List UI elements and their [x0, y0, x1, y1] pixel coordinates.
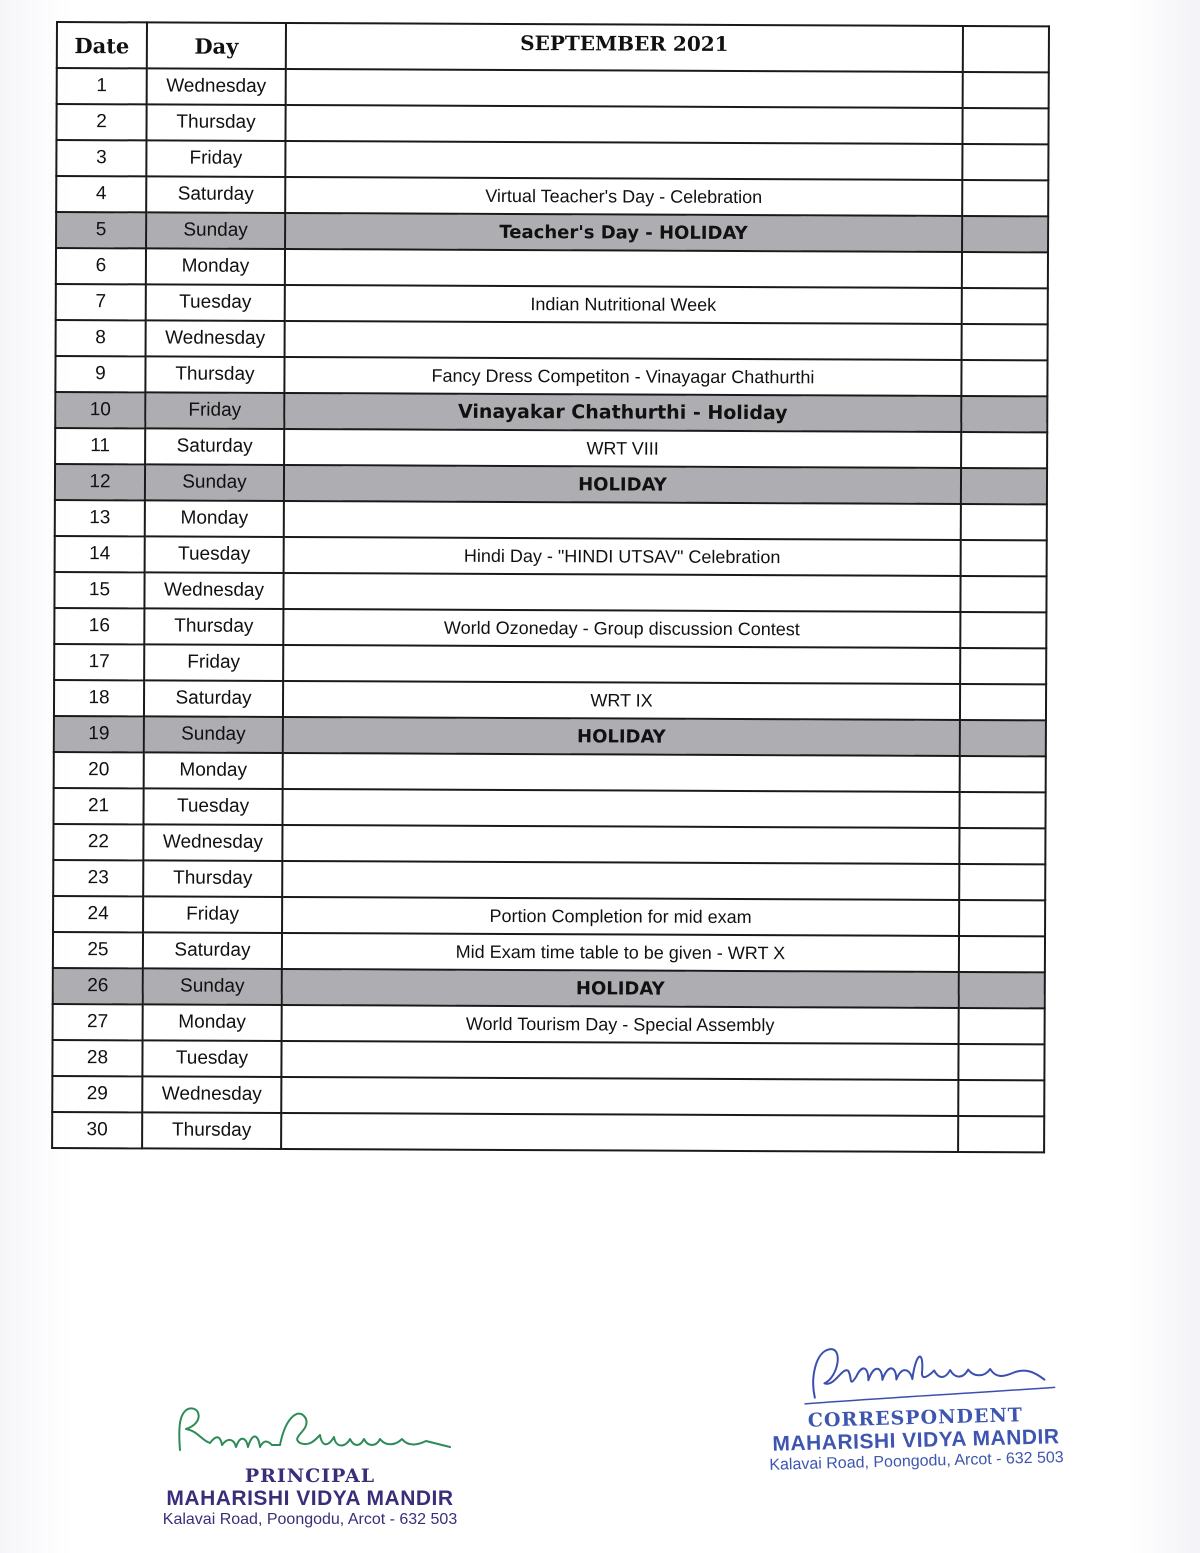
date-cell: 30	[52, 1112, 142, 1148]
header-month: SEPTEMBER 2021	[286, 23, 963, 72]
event-cell	[281, 1113, 958, 1152]
table-row	[56, 140, 1048, 180]
day-cell: Thursday	[146, 104, 285, 141]
table-row	[52, 1112, 1044, 1152]
day-cell: Sunday	[143, 968, 282, 1005]
day-cell: Wednesday	[143, 824, 282, 861]
correspondent-address: Kalavai Road, Poongodu, Arcot - 632 503	[769, 1449, 1064, 1474]
date-cell: 15	[54, 572, 144, 608]
table-row	[54, 680, 1046, 720]
day-cell: Sunday	[145, 464, 284, 501]
extra-cell	[959, 864, 1045, 900]
event-cell: WRT IX	[283, 681, 960, 720]
extra-cell	[960, 576, 1046, 612]
principal-address: Kalavai Road, Poongodu, Arcot - 632 503	[162, 1511, 458, 1528]
extra-cell	[963, 72, 1049, 108]
date-cell: 12	[55, 464, 145, 500]
extra-cell	[962, 144, 1048, 180]
date-cell: 11	[55, 428, 145, 464]
event-cell	[283, 645, 960, 684]
day-cell: Wednesday	[144, 572, 283, 609]
table-row	[55, 500, 1047, 540]
event-cell	[283, 573, 960, 612]
day-cell: Thursday	[143, 860, 282, 897]
date-cell: 16	[54, 608, 144, 644]
date-cell: 24	[53, 896, 143, 932]
extra-cell	[961, 504, 1047, 540]
principal-title: PRINCIPAL	[244, 1465, 376, 1487]
day-cell: Monday	[144, 752, 283, 789]
day-cell: Tuesday	[146, 284, 285, 321]
extra-cell	[958, 1044, 1044, 1080]
day-cell: Saturday	[144, 680, 283, 717]
date-cell: 10	[55, 392, 145, 428]
event-cell	[285, 249, 962, 288]
day-cell: Sunday	[144, 716, 283, 753]
day-cell: Saturday	[145, 428, 284, 465]
date-cell: 14	[55, 536, 145, 572]
day-cell: Tuesday	[142, 1040, 281, 1077]
table-row	[55, 464, 1047, 504]
day-cell: Wednesday	[142, 1076, 281, 1113]
date-cell: 18	[54, 680, 144, 716]
table-row	[56, 212, 1048, 252]
table-row	[56, 320, 1048, 360]
extra-cell	[959, 1008, 1045, 1044]
event-cell: WRT VIII	[284, 429, 961, 468]
table-row	[56, 176, 1048, 216]
day-cell: Friday	[145, 392, 284, 429]
extra-cell	[960, 756, 1046, 792]
extra-cell	[959, 936, 1045, 972]
date-cell: 1	[57, 68, 147, 104]
event-cell	[281, 1041, 958, 1080]
day-cell: Tuesday	[145, 536, 284, 573]
date-cell: 8	[56, 320, 146, 356]
table-header-row	[57, 22, 1049, 72]
correspondent-school-name: MAHARISHI VIDYA MANDIR	[772, 1425, 1060, 1456]
event-cell: HOLIDAY	[282, 969, 959, 1008]
day-cell: Saturday	[143, 932, 282, 969]
extra-cell	[961, 540, 1047, 576]
event-cell	[285, 105, 962, 144]
table-row	[53, 1004, 1045, 1044]
extra-cell	[962, 324, 1048, 360]
table-row	[54, 752, 1046, 792]
extra-cell	[958, 1080, 1044, 1116]
event-cell	[282, 861, 959, 900]
day-cell: Thursday	[145, 356, 284, 393]
table-row	[56, 284, 1048, 324]
table-row	[55, 536, 1047, 576]
table-row	[55, 356, 1047, 396]
calendar-table	[51, 21, 1050, 1153]
event-cell: HOLIDAY	[284, 465, 961, 504]
correspondent-signature-icon	[763, 1331, 1065, 1411]
table-row	[55, 392, 1047, 432]
table-row	[54, 572, 1046, 612]
date-cell: 27	[53, 1004, 143, 1040]
event-cell	[286, 69, 963, 108]
event-cell	[284, 501, 961, 540]
table-row	[53, 896, 1045, 936]
date-cell: 7	[56, 284, 146, 320]
extra-cell	[961, 360, 1047, 396]
event-cell: HOLIDAY	[283, 717, 960, 756]
event-cell: Vinayakar Chathurthi - Holiday	[284, 393, 961, 432]
event-cell: Portion Completion for mid exam	[282, 897, 959, 936]
table-row	[56, 248, 1048, 288]
date-cell: 17	[54, 644, 144, 680]
event-cell: Indian Nutritional Week	[285, 285, 962, 324]
date-cell: 19	[54, 716, 144, 752]
date-cell: 29	[52, 1076, 142, 1112]
date-cell: 20	[54, 752, 144, 788]
date-cell: 2	[56, 104, 146, 140]
extra-cell	[959, 828, 1045, 864]
event-cell: Hindi Day - "HINDI UTSAV" Celebration	[284, 537, 961, 576]
day-cell: Thursday	[144, 608, 283, 645]
table-row	[57, 68, 1049, 108]
table-row	[53, 860, 1045, 900]
extra-cell	[959, 792, 1045, 828]
event-cell	[282, 825, 959, 864]
event-cell: Virtual Teacher's Day - Celebration	[285, 177, 962, 216]
day-cell: Monday	[146, 248, 285, 285]
extra-cell	[962, 108, 1048, 144]
extra-cell	[961, 468, 1047, 504]
event-cell	[281, 1077, 958, 1116]
date-cell: 9	[55, 356, 145, 392]
extra-cell	[962, 180, 1048, 216]
correspondent-title: CORRESPONDENT	[807, 1404, 1024, 1432]
extra-cell	[960, 648, 1046, 684]
extra-cell	[960, 684, 1046, 720]
extra-cell	[962, 216, 1048, 252]
extra-cell	[959, 972, 1045, 1008]
date-cell: 5	[56, 212, 146, 248]
day-cell: Wednesday	[146, 320, 285, 357]
date-cell: 28	[52, 1040, 142, 1076]
date-cell: 6	[56, 248, 146, 284]
extra-cell	[961, 396, 1047, 432]
table-row	[53, 932, 1045, 972]
day-cell: Friday	[146, 140, 285, 177]
extra-cell	[962, 288, 1048, 324]
event-cell	[285, 141, 962, 180]
table-row	[52, 1076, 1044, 1116]
date-cell: 3	[56, 140, 146, 176]
date-cell: 4	[56, 176, 146, 212]
header-day: Day	[147, 22, 286, 69]
event-cell: World Tourism Day - Special Assembly	[282, 1005, 959, 1044]
event-cell	[285, 321, 962, 360]
principal-school-name: MAHARISHI VIDYA MANDIR	[166, 1487, 454, 1510]
day-cell: Monday	[145, 500, 284, 537]
day-cell: Wednesday	[147, 68, 286, 105]
extra-cell	[960, 612, 1046, 648]
date-cell: 13	[55, 500, 145, 536]
date-cell: 26	[53, 968, 143, 1004]
day-cell: Thursday	[142, 1112, 281, 1149]
extra-cell	[958, 1116, 1044, 1152]
table-row	[54, 608, 1046, 648]
extra-cell	[962, 252, 1048, 288]
table-row	[53, 824, 1045, 864]
table-row	[56, 104, 1048, 144]
table-row	[52, 1040, 1044, 1080]
table-row	[53, 788, 1045, 828]
event-cell: World Ozoneday - Group discussion Contest	[283, 609, 960, 648]
event-cell: Fancy Dress Competiton - Vinayagar Chathurthi	[284, 357, 961, 396]
day-cell: Monday	[143, 1004, 282, 1041]
header-extra	[963, 26, 1049, 72]
date-cell: 21	[53, 788, 143, 824]
extra-cell	[960, 720, 1046, 756]
principal-signature-block	[150, 1395, 470, 1529]
event-cell	[283, 753, 960, 792]
date-cell: 22	[53, 824, 143, 860]
extra-cell	[959, 900, 1045, 936]
day-cell: Friday	[144, 644, 283, 681]
date-cell: 25	[53, 932, 143, 968]
extra-cell	[961, 432, 1047, 468]
header-date: Date	[57, 22, 147, 68]
table-row	[53, 968, 1045, 1008]
principal-signature-icon	[150, 1395, 470, 1465]
day-cell: Friday	[143, 896, 282, 933]
correspondent-signature-block	[748, 1331, 1081, 1476]
table-row	[54, 644, 1046, 684]
event-cell	[282, 789, 959, 828]
day-cell: Sunday	[146, 212, 285, 249]
calendar-body	[52, 68, 1049, 1152]
day-cell: Tuesday	[143, 788, 282, 825]
event-cell: Teacher's Day - HOLIDAY	[285, 213, 962, 252]
table-row	[54, 716, 1046, 756]
day-cell: Saturday	[146, 176, 285, 213]
date-cell: 23	[53, 860, 143, 896]
table-row	[55, 428, 1047, 468]
event-cell: Mid Exam time table to be given - WRT X	[282, 933, 959, 972]
